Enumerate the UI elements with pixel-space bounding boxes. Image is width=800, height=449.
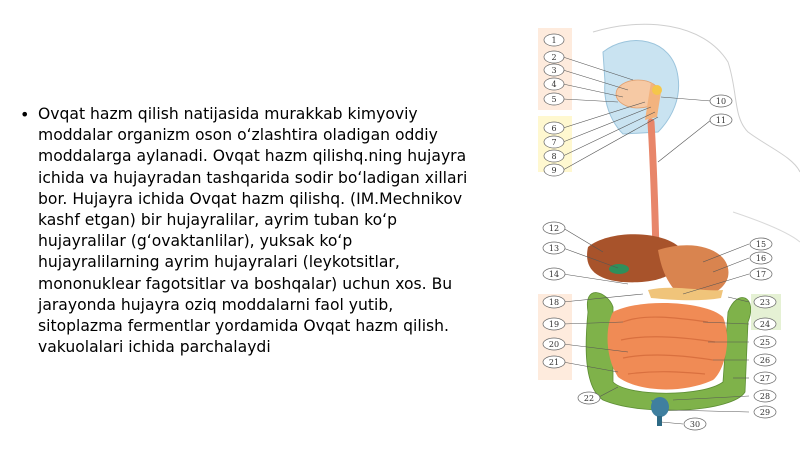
label-11: 11 xyxy=(715,116,727,125)
label-9: 9 xyxy=(551,166,557,175)
label-26: 26 xyxy=(759,356,771,365)
rectum-end xyxy=(651,397,669,417)
label-28: 28 xyxy=(759,392,771,401)
label-2: 2 xyxy=(551,53,557,62)
label-23: 23 xyxy=(759,298,771,307)
label-6: 6 xyxy=(551,124,557,133)
label-14: 14 xyxy=(548,270,560,279)
digestive-system-svg xyxy=(533,22,800,434)
label-17: 17 xyxy=(755,270,767,279)
salivary-gland xyxy=(652,85,662,95)
label-5: 5 xyxy=(551,95,557,104)
label-27: 27 xyxy=(759,374,771,383)
label-20: 20 xyxy=(548,340,560,349)
paragraph: Ovqat hazm qilish natijasida murakkab kimyoviy moddalar organizm oson oʻzlashtira oladigan oddiy moddalarga aylanadi. Ovqat hazm qilishq.ning hujayra ichida va hujayradan tashqarida sodir boʻladigan xillari bor. Hujayra ichida Ovqat hazm qilishq. (IM.Mechnikov kashf etgan) bir hujayralilar, ayrim tuban koʻp hujayralilar (gʻovaktanlilar), yuksak koʻp hujayralilarning ayrim hujayralari (leykotsitlar, mononuklear fagotsitlar va boshqalar) uchun xos. Bu jarayonda hujayra oziq moddalarni faol yutib, sitoplazma fermentlar yordamida Ovqat hazm qilish. vakuolalari ichida parchalaydi xyxy=(38,105,468,357)
label-12: 12 xyxy=(548,224,560,233)
label-24: 24 xyxy=(759,320,771,329)
bullet-item xyxy=(20,104,520,358)
digestive-system-diagram xyxy=(533,22,800,434)
text-block xyxy=(20,104,520,358)
esophagus xyxy=(651,122,656,252)
label-19: 19 xyxy=(548,320,560,329)
label-15: 15 xyxy=(755,240,767,249)
label-10: 10 xyxy=(715,97,727,106)
body-outline-right xyxy=(733,212,800,242)
label-21: 21 xyxy=(548,358,560,367)
bullet-symbol: • xyxy=(20,105,30,124)
label-7: 7 xyxy=(551,138,557,147)
label-4: 4 xyxy=(551,80,557,89)
label-29: 29 xyxy=(759,408,771,417)
label-25: 25 xyxy=(759,338,771,347)
label-13: 13 xyxy=(548,244,560,253)
label-22: 22 xyxy=(583,394,595,403)
label-18: 18 xyxy=(548,298,560,307)
label-3: 3 xyxy=(551,66,557,75)
label-1: 1 xyxy=(551,36,557,45)
label-30: 30 xyxy=(689,420,701,429)
label-8: 8 xyxy=(551,152,557,161)
label-16: 16 xyxy=(755,254,767,263)
small-intestine xyxy=(608,303,728,390)
anus xyxy=(657,416,662,426)
